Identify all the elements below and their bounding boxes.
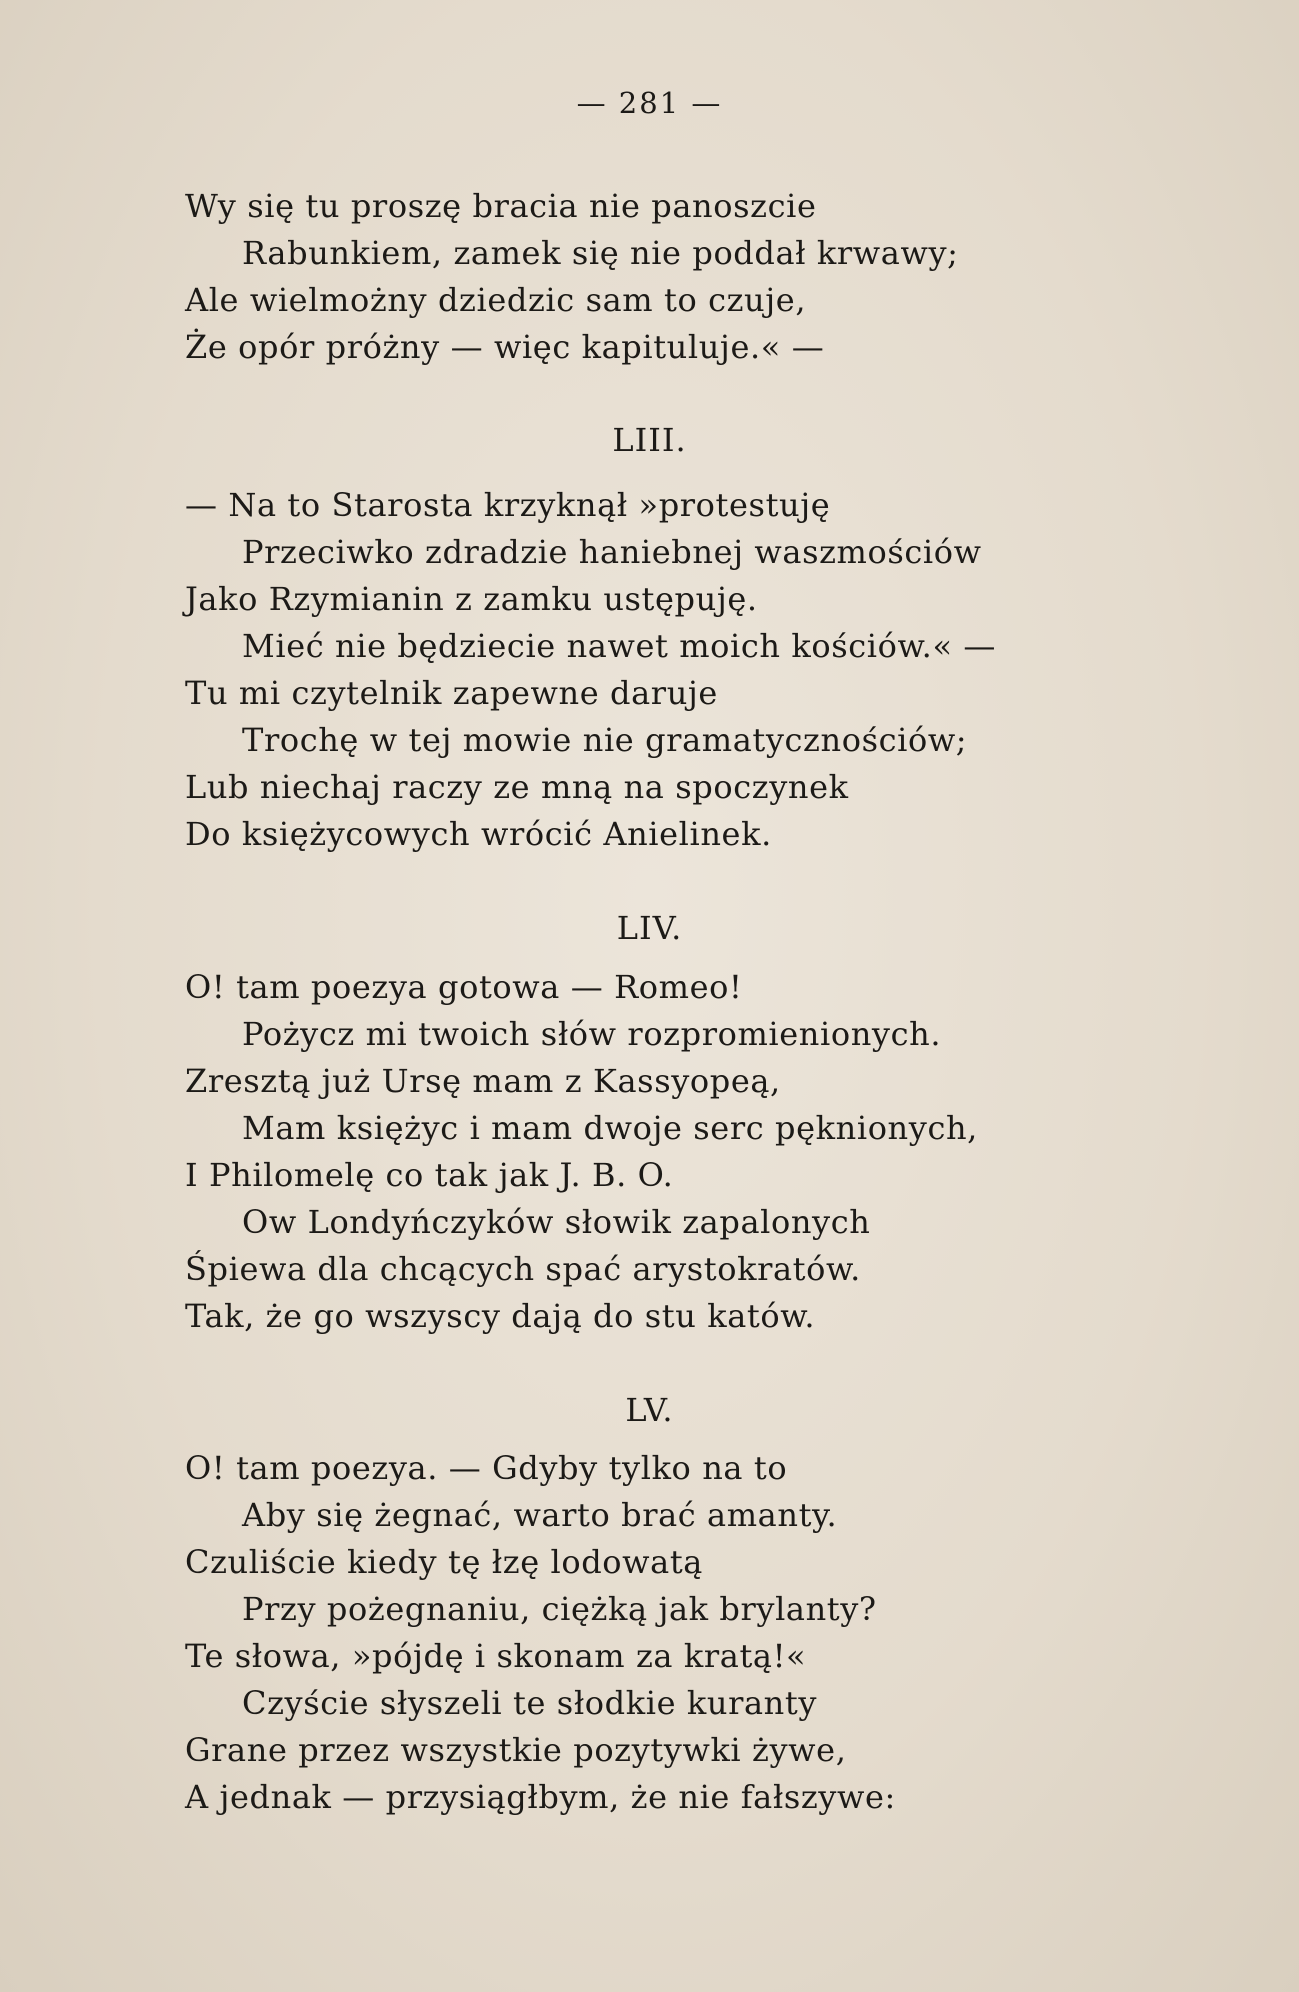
verse-line: Aby się żegnać, warto brać amanty. xyxy=(242,1496,838,1534)
verse-line: O! tam poezya. — Gdyby tylko na to xyxy=(185,1449,788,1487)
verse-line: Lub niechaj raczy ze mną na spoczynek xyxy=(185,768,849,806)
verse-line: Grane przez wszystkie pozytywki żywe, xyxy=(185,1731,847,1769)
verse-line: Czyście słyszeli te słodkie kuranty xyxy=(242,1684,818,1722)
verse-line: Rabunkiem, zamek się nie poddał krwawy; xyxy=(242,234,959,272)
verse-line: Czuliście kiedy tę łzę lodowatą xyxy=(185,1543,703,1581)
verse-line: Jako Rzymianin z zamku ustępuję. xyxy=(185,580,758,618)
verse-line: Trochę w tej mowie nie gramatycznościów; xyxy=(242,721,968,759)
verse-line: Te słowa, »pójdę i skonam za kratą!« xyxy=(185,1637,807,1675)
verse-line: Zresztą już Ursę mam z Kassyopeą, xyxy=(185,1062,781,1100)
stanza-heading: LIII. xyxy=(612,421,687,459)
stanza-heading: LV. xyxy=(625,1391,674,1429)
verse-line: Mieć nie będziecie nawet moich kościów.« — xyxy=(242,627,996,665)
verse-line: Śpiewa dla chcących spać arystokratów. xyxy=(185,1250,861,1288)
verse-line: Tu mi czytelnik zapewne daruje xyxy=(185,674,718,712)
verse-line: Do księżycowych wrócić Anielinek. xyxy=(185,815,772,853)
verse-line: Wy się tu proszę bracia nie panoszcie xyxy=(185,187,817,225)
verse-line: Pożycz mi twoich słów rozpromienionych. xyxy=(242,1015,942,1053)
verse-line: Mam księżyc i mam dwoje serc pęknionych, xyxy=(242,1109,978,1147)
verse-line: A jednak — przysiągłbym, że nie fałszywe: xyxy=(185,1778,896,1816)
stanza-heading: LIV. xyxy=(616,909,683,947)
verse-line: Ale wielmożny dziedzic sam to czuje, xyxy=(185,281,807,319)
verse-line: Przeciwko zdradzie haniebnej waszmościów xyxy=(242,533,982,571)
verse-line: Przy pożegnaniu, ciężką jak brylanty? xyxy=(242,1590,877,1628)
verse-line: — Na to Starosta krzyknął »protestuję xyxy=(185,486,831,524)
verse-line: I Philomelę co tak jak J. B. O. xyxy=(185,1156,674,1194)
verse-line: Że opór próżny — więc kapituluje.« — xyxy=(185,328,825,366)
verse-line: Ow Londyńczyków słowik zapalonych xyxy=(242,1203,871,1241)
verse-line: Tak, że go wszyscy dają do stu katów. xyxy=(185,1297,816,1335)
page-number: — 281 — xyxy=(576,86,723,120)
verse-line: O! tam poezya gotowa — Romeo! xyxy=(185,968,743,1006)
